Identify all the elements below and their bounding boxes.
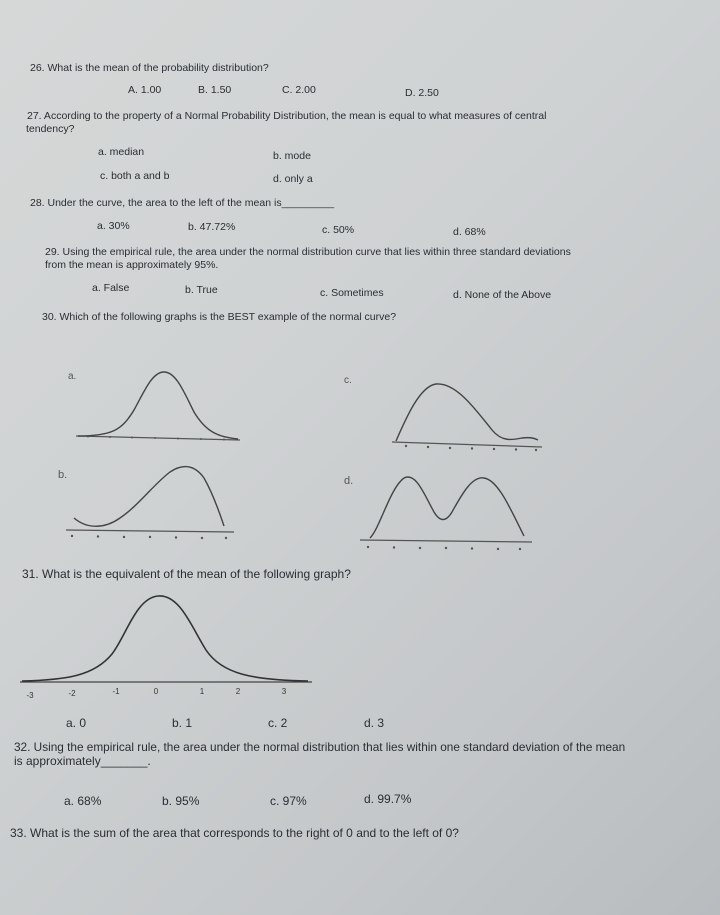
axis-tick-1: 1 xyxy=(199,687,205,696)
question-33: 33. What is the sum of the area that corresponds to the right of 0 and to the left of 0? xyxy=(10,826,459,840)
graph-c-skewed-curve xyxy=(336,368,546,460)
q28-option-d: d. 68% xyxy=(453,226,486,238)
graph-d-bimodal-curve xyxy=(340,468,540,558)
q27-option-b: b. mode xyxy=(273,150,311,162)
q27-option-d: d. only a xyxy=(273,173,313,185)
axis-tick-neg3: -3 xyxy=(26,691,34,700)
q27-option-a: a. median xyxy=(98,146,145,158)
axis-tick-0: 0 xyxy=(153,687,159,696)
q31-option-c: c. 2 xyxy=(268,716,288,730)
question-29-line1: 29. Using the empirical rule, the area under the normal distribution curve that lies within three standard deviations xyxy=(45,246,571,258)
question-30: 30. Which of the following graphs is the BEST example of the normal curve? xyxy=(42,311,397,323)
graph-c-label: c. xyxy=(344,375,352,386)
question-32-line1: 32. Using the empirical rule, the area under the normal distribution that lies within one standard deviation of the mean xyxy=(14,740,626,754)
question-27-line1: 27. According to the property of a Normal Probability Distribution, the mean is equal to what measures of central xyxy=(27,110,547,122)
q29-option-a: a. False xyxy=(92,282,130,294)
q26-option-c: C. 2.00 xyxy=(282,84,316,96)
q32-option-c: c. 97% xyxy=(270,794,307,808)
q31-option-b: b. 1 xyxy=(172,716,193,730)
graph-a-label: a. xyxy=(68,371,77,382)
axis-tick-3: 3 xyxy=(281,687,287,696)
q28-option-a: a. 30% xyxy=(97,220,130,232)
q27-option-c: c. both a and b xyxy=(100,170,170,182)
axis-tick-2: 2 xyxy=(235,687,241,696)
q29-option-b: b. True xyxy=(185,284,218,296)
q32-option-b: b. 95% xyxy=(162,794,200,808)
q32-option-a: a. 68% xyxy=(64,794,102,808)
q28-option-c: c. 50% xyxy=(322,224,355,236)
q31-option-d: d. 3 xyxy=(364,716,385,730)
axis-tick-neg2: -2 xyxy=(68,689,76,698)
q26-option-a: A. 1.00 xyxy=(128,84,162,96)
question-26: 26. What is the mean of the probability distribution? xyxy=(30,62,269,74)
question-31: 31. What is the equivalent of the mean of the following graph? xyxy=(22,567,351,581)
question-32-line2: is approximately_______. xyxy=(14,754,151,768)
graph-d-label: d. xyxy=(344,475,354,487)
question-29-line2: from the mean is approximately 95%. xyxy=(45,259,219,271)
axis-tick-neg1: -1 xyxy=(112,687,120,696)
q29-option-d: d. None of the Above xyxy=(453,289,552,301)
q28-option-b: b. 47.72% xyxy=(188,221,236,233)
graph-b-label: b. xyxy=(58,469,68,481)
q26-option-b: B. 1.50 xyxy=(198,84,232,96)
q32-option-d: d. 99.7% xyxy=(364,792,412,806)
question-27-line2: tendency? xyxy=(26,123,75,135)
q29-option-c: c. Sometimes xyxy=(320,287,384,299)
q31-normal-curve-graph xyxy=(16,588,316,708)
q31-option-a: a. 0 xyxy=(66,716,87,730)
q26-option-d: D. 2.50 xyxy=(405,87,439,99)
graph-a-bell-curve xyxy=(64,364,254,450)
graph-b-irregular-curve xyxy=(54,460,244,548)
question-28: 28. Under the curve, the area to the left of the mean is_________ xyxy=(30,197,335,209)
